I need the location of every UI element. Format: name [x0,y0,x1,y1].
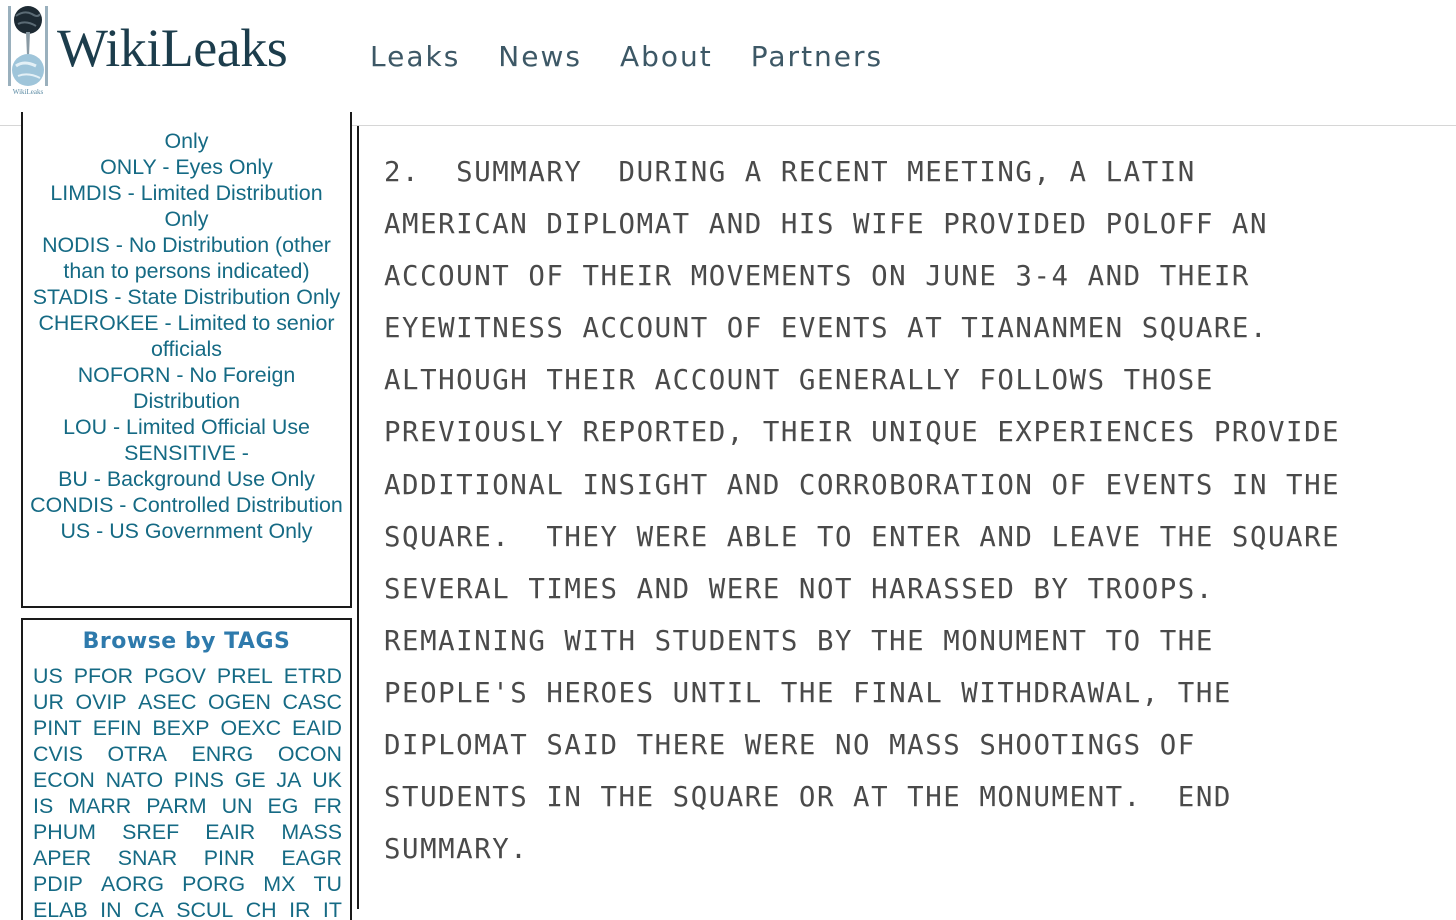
tag-link[interactable]: CVIS [33,742,83,766]
site-header [0,0,1456,126]
tag-link[interactable]: PINT [33,716,82,740]
tag-link[interactable]: ENRG [191,742,254,766]
cable-line: SQUARE. THEY WERE ABLE TO ENTER AND LEAVE THE SQUARE [384,521,1341,553]
nav-leaks[interactable]: Leaks [370,40,461,73]
classification-item: SENSITIVE - [124,441,249,465]
tag-link[interactable]: JA [276,768,302,792]
tag-link[interactable]: PGOV [144,664,206,688]
tag-link[interactable]: EAGR [281,846,342,870]
svg-text:WikiLeaks: WikiLeaks [12,88,44,96]
tag-link[interactable]: OEXC [220,716,282,740]
classification-item: CONDIS - Controlled Distribution [30,493,343,517]
tag-row [33,715,342,741]
browse-tags-title: Browse by TAGS [82,629,291,654]
tag-link[interactable]: IS [33,794,54,818]
tag-link[interactable]: OCON [277,742,342,766]
tag-link[interactable]: CASC [282,690,342,714]
logo-link[interactable] [6,4,326,96]
tag-link[interactable]: PREL [216,664,273,688]
tag-row [33,663,342,689]
column-divider [357,126,359,909]
classification-item: LIMDIS - Limited Distribution Only [50,181,323,231]
cable-line: PREVIOUSLY REPORTED, THEIR UNIQUE EXPERIENCES PROVIDE [384,417,1341,449]
tag-link[interactable]: OTRA [107,742,167,766]
logo-text: WikiLeaks [57,18,288,78]
tag-link[interactable]: NATO [105,768,164,792]
cable-line: SUMMARY. [384,834,529,866]
classification-item: Only [164,129,209,153]
classification-item: CHEROKEE - Limited to senior officials [38,311,335,361]
tag-link[interactable]: ETRD [283,664,342,688]
tag-link[interactable]: SCUL [176,898,234,920]
tag-link[interactable]: ELAB [33,898,88,920]
tag-link[interactable]: SNAR [117,846,178,870]
tag-link[interactable]: AORG [101,872,165,896]
tag-link[interactable]: UK [312,768,342,792]
tag-row [33,689,342,715]
tag-link[interactable]: US [33,664,63,688]
tag-link[interactable]: OGEN [207,690,271,714]
tag-link[interactable]: BEXP [152,716,210,740]
tag-link[interactable]: PINR [203,846,255,870]
classification-item: ONLY - Eyes Only [100,155,273,179]
tag-row [33,793,342,819]
tag-link[interactable]: EG [267,794,299,818]
cable-line: REMAINING WITH STUDENTS BY THE MONUMENT TO THE [384,625,1214,657]
cable-line: PEOPLE'S HEROES UNTIL THE FINAL WITHDRAWAL, THE [384,677,1232,709]
tag-link[interactable]: FR [313,794,342,818]
wikileaks-hourglass-icon [6,4,52,96]
cable-line: ALTHOUGH THEIR ACCOUNT GENERALLY FOLLOWS THOSE [384,365,1214,397]
classification-item: NODIS - No Distribution (other than to persons indicated) [42,233,331,283]
tag-link[interactable]: SREF [122,820,180,844]
tag-link[interactable]: IT [322,898,342,920]
classification-item: NOFORN - No Foreign Distribution [77,363,296,413]
classification-legend-box [21,112,352,608]
tag-link[interactable]: IR [289,898,311,920]
nav-about[interactable]: About [619,40,713,73]
cable-line: STUDENTS IN THE SQUARE OR AT THE MONUMENT. END [384,782,1232,814]
tag-row [33,767,342,793]
nav-partners[interactable]: Partners [750,40,884,73]
tag-link[interactable]: CH [245,898,277,920]
main-nav [370,38,921,78]
cable-line: ACCOUNT OF THEIR MOVEMENTS ON JUNE 3-4 AND THEIR [384,261,1250,293]
tag-link[interactable]: PFOR [73,664,134,688]
cable-body-text [384,147,1444,876]
tag-link[interactable]: GE [234,768,266,792]
cable-line: AMERICAN DIPLOMAT AND HIS WIFE PROVIDED POLOFF AN [384,209,1268,241]
tag-row [33,871,342,897]
tag-link[interactable]: MARR [68,794,132,818]
cable-line: EYEWITNESS ACCOUNT OF EVENTS AT TIANANMEN SQUARE. [384,313,1268,345]
classification-item: LOU - Limited Official Use [63,415,310,439]
tag-link[interactable]: MASS [281,820,342,844]
tag-link[interactable]: OVIP [75,690,127,714]
tag-link[interactable]: UR [33,690,64,714]
tag-link[interactable]: EAIR [205,820,256,844]
cable-line: DIPLOMAT SAID THERE WERE NO MASS SHOOTINGS OF [384,730,1196,762]
classification-item: US - US Government Only [60,519,313,543]
classification-item: STADIS - State Distribution Only [32,285,341,309]
tag-link[interactable]: IN [100,898,122,920]
tag-link[interactable]: PARM [146,794,207,818]
tag-row [33,741,342,767]
tag-link[interactable]: UN [221,794,253,818]
classification-item: BU - Background Use Only [58,467,315,491]
cable-line: 2. SUMMARY DURING A RECENT MEETING, A LATIN [384,157,1196,188]
tag-row [33,819,342,845]
classification-list [23,112,350,544]
tag-link[interactable]: MX [263,872,296,896]
tag-link[interactable]: PORG [182,872,246,896]
tag-link[interactable]: PDIP [33,872,83,896]
tag-link[interactable]: EFIN [92,716,142,740]
browse-tags-box [21,618,352,920]
tag-link[interactable]: PINS [173,768,224,792]
cable-line: ADDITIONAL INSIGHT AND CORROBORATION OF EVENTS IN THE [384,469,1341,501]
cable-line: SEVERAL TIMES AND WERE NOT HARASSED BY TROOPS. [384,573,1214,605]
tag-list [23,663,350,920]
tag-link[interactable]: EAID [292,716,342,740]
nav-news[interactable]: News [498,40,582,73]
tag-link[interactable]: ECON [33,768,95,792]
tag-row [33,845,342,871]
tag-link[interactable]: CA [134,898,164,920]
tag-link[interactable]: APER [33,846,92,870]
tag-link[interactable]: ASEC [138,690,197,714]
tag-link[interactable]: PHUM [33,820,96,844]
tag-link[interactable]: TU [313,872,342,896]
